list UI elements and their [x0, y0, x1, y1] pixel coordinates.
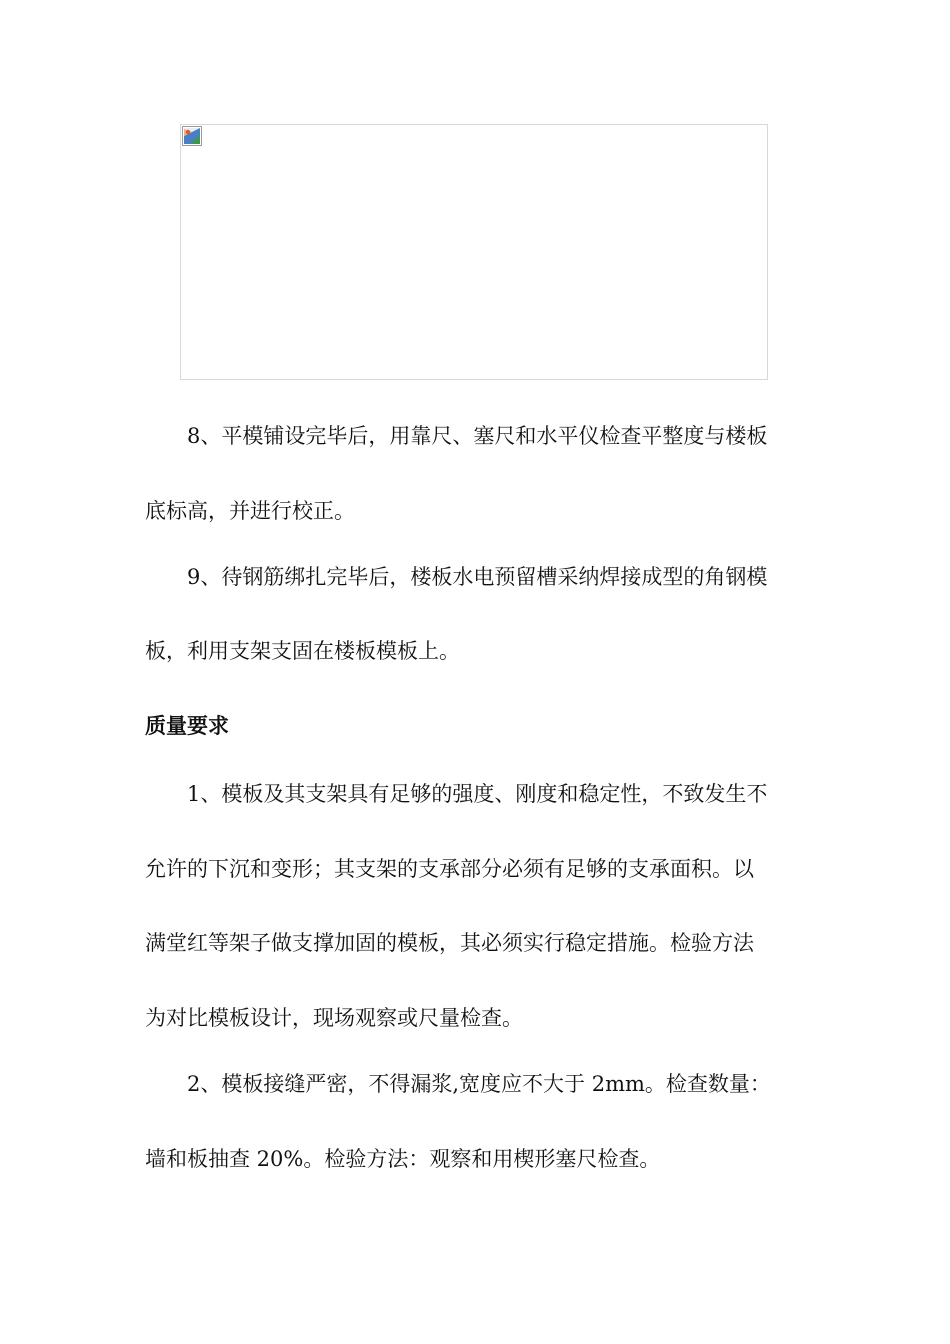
paragraph-9-line-2: 板，利用支架支固在楼板模板上。: [145, 639, 460, 663]
quality-item-2-line-1: 2、模板接缝严密，不得漏浆,宽度应不大于 2mm。检查数量：: [145, 1072, 771, 1096]
image-placeholder: [180, 124, 768, 380]
quality-item-1-line-1: 1、模板及其支架具有足够的强度、刚度和稳定性，不致发生不: [145, 782, 768, 806]
broken-image-icon: [182, 126, 202, 146]
quality-item-1-line-3: 满堂红等架子做支撑加固的模板，其必须实行稳定措施。检验方法: [145, 931, 754, 955]
quality-item-1-line-2: 允许的下沉和变形；其支架的支承部分必须有足够的支承面积。以: [145, 857, 754, 881]
paragraph-9-line-1: 9、待钢筋绑扎完毕后，楼板水电预留槽采纳焊接成型的角钢模: [145, 565, 768, 589]
paragraph-8-line-1: 8、平模铺设完毕后，用靠尺、塞尺和水平仪检查平整度与楼板: [145, 424, 768, 448]
paragraph-8-line-2: 底标高，并进行校正。: [145, 499, 355, 523]
quality-item-2-line-2: 墙和板抽查 20%。检验方法：观察和用楔形塞尺检查。: [145, 1147, 661, 1171]
quality-item-1-line-4: 为对比模板设计，现场观察或尺量检查。: [145, 1006, 523, 1030]
section-heading: 质量要求: [145, 713, 229, 738]
